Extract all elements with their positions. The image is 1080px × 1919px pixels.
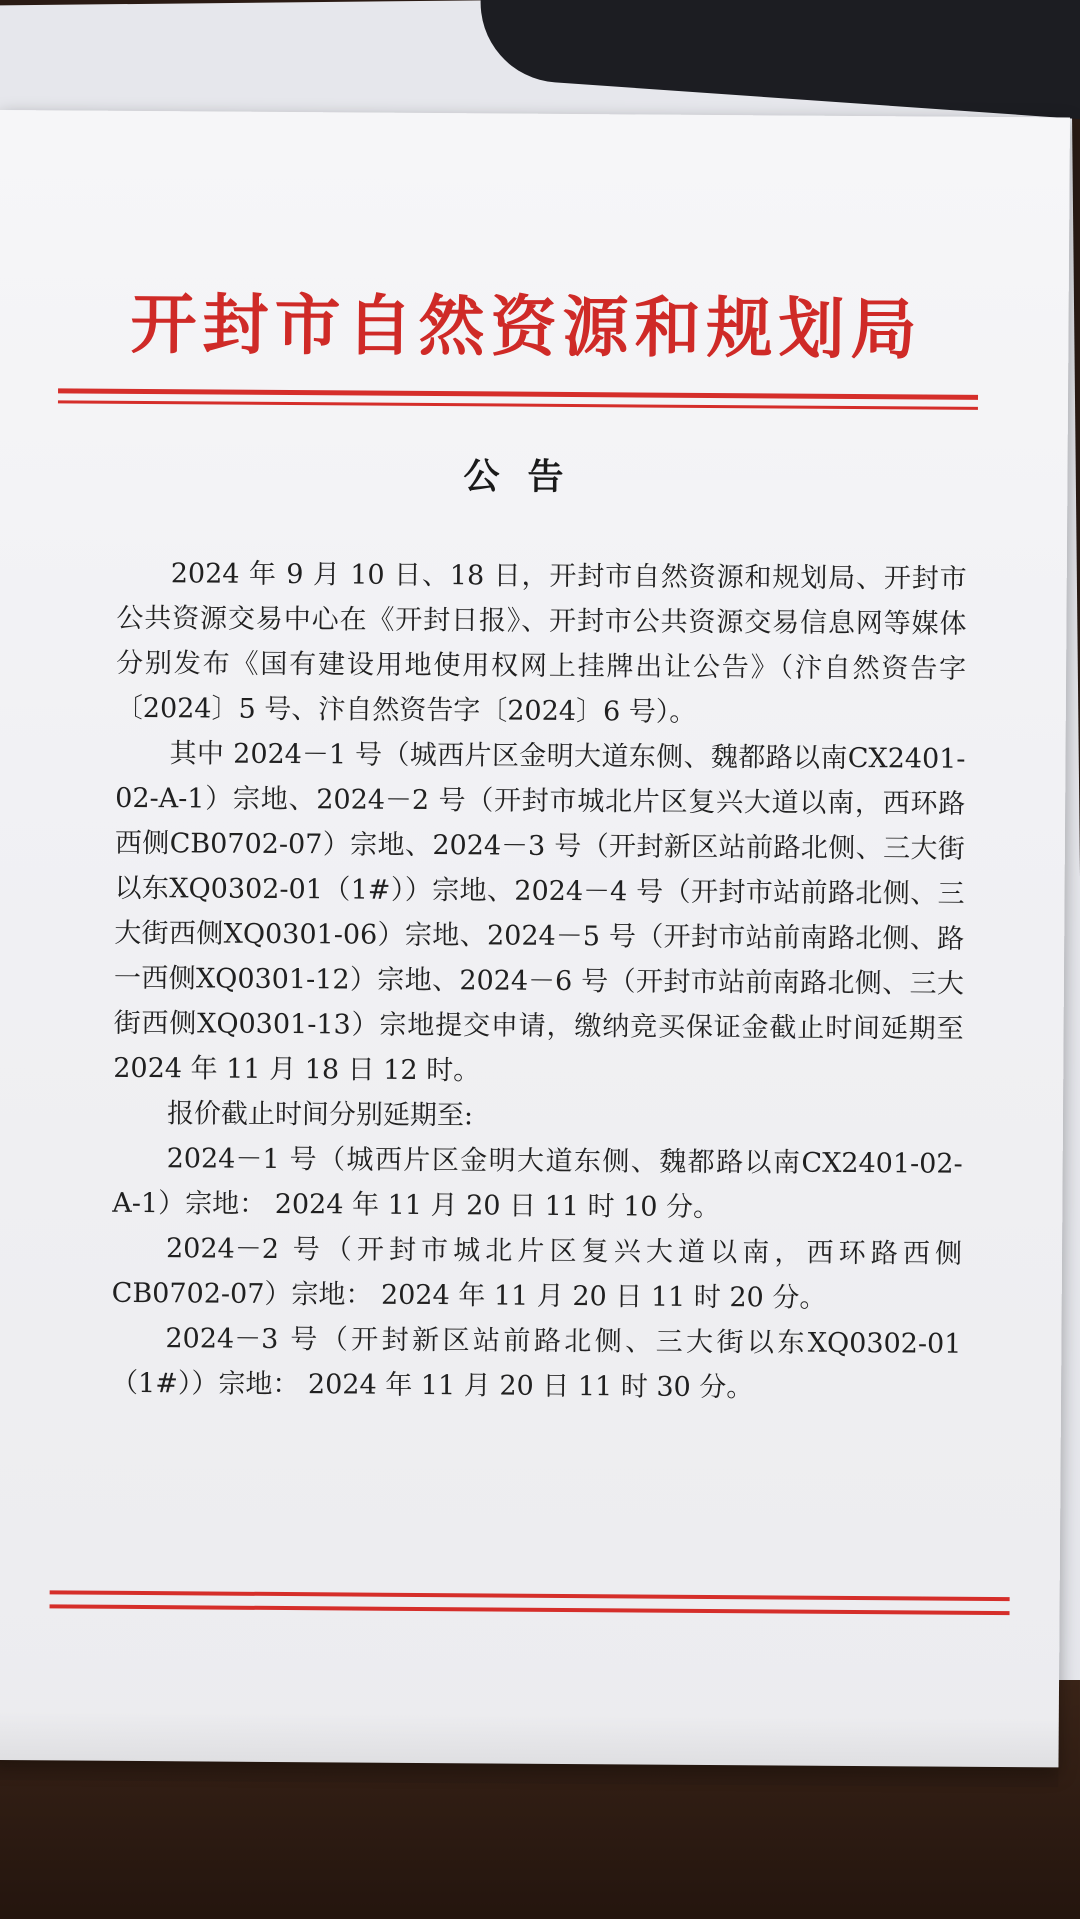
paragraph-parcel-2-deadline: 2024－2 号（开封市城北片区复兴大道以南，西环路西侧CB0702-07）宗地： 2024 年 11 月 20 日 11 时 20 分。 bbox=[111, 1233, 963, 1314]
notice-document bbox=[0, 110, 1070, 1767]
document-header-org-name: 开封市自然资源和规划局 bbox=[130, 284, 923, 369]
header-red-rule-1 bbox=[58, 388, 978, 399]
paragraph-announcement: 2024 年 9 月 10 日、18 日，开封市自然资源和规划局、开封市公共资源交易中心在《开封日报》、开封市公共资源交易信息网等媒体分别发布《国有建设用地使用权网上挂牌出让公告》（汴自然资告字〔2024〕5 号、汴自然资告字〔2024〕6 号）。 bbox=[115, 558, 967, 728]
paragraph-parcel-1-deadline: 2024－1 号（城西片区金明大道东侧、魏都路以南CX2401-02-A-1）宗地： 2024 年 11 月 20 日 11 时 10 分。 bbox=[112, 1143, 963, 1224]
footer-red-rule-2 bbox=[50, 1604, 1010, 1615]
header-red-rule-2 bbox=[58, 400, 978, 409]
notice-body bbox=[111, 551, 967, 1412]
paragraph-parcel-3-deadline: 2024－3 号（开封新区站前路北侧、三大街以东XQ0302-01（1#））宗地： 2024 年 11 月 20 日 11 时 30 分。 bbox=[111, 1323, 962, 1404]
paragraph-deadline-heading: 报价截止时间分别延期至: bbox=[166, 1098, 474, 1132]
paragraph-parcels: 其中 2024－1 号（城西片区金明大道东侧、魏都路以南CX2401-02-A-1）宗地、2024－2 号（开封市城北片区复兴大道以南，西环路西侧CB0702-07）宗地、2024－3 号（开封新区站前路北侧、三大街以东XQ0302-01（1#））宗地、2024－4 号（开封市站前路北侧、三大街西侧XQ0301-06）宗地、2024－5 号（开封市站前南路北侧、路一西侧XQ0301-12）宗地、2024－6 号（开封市站前南路北侧、三大街西侧XQ0301-13）宗地提交申请，缴纳竞买保证金截止时间延期至 2024 年 11 月 18 日 12 时。 bbox=[113, 738, 966, 1087]
footer-red-rule-1 bbox=[50, 1590, 1010, 1601]
paper-shadow bbox=[0, 1710, 1059, 1787]
notice-title: 公告 bbox=[463, 455, 592, 499]
